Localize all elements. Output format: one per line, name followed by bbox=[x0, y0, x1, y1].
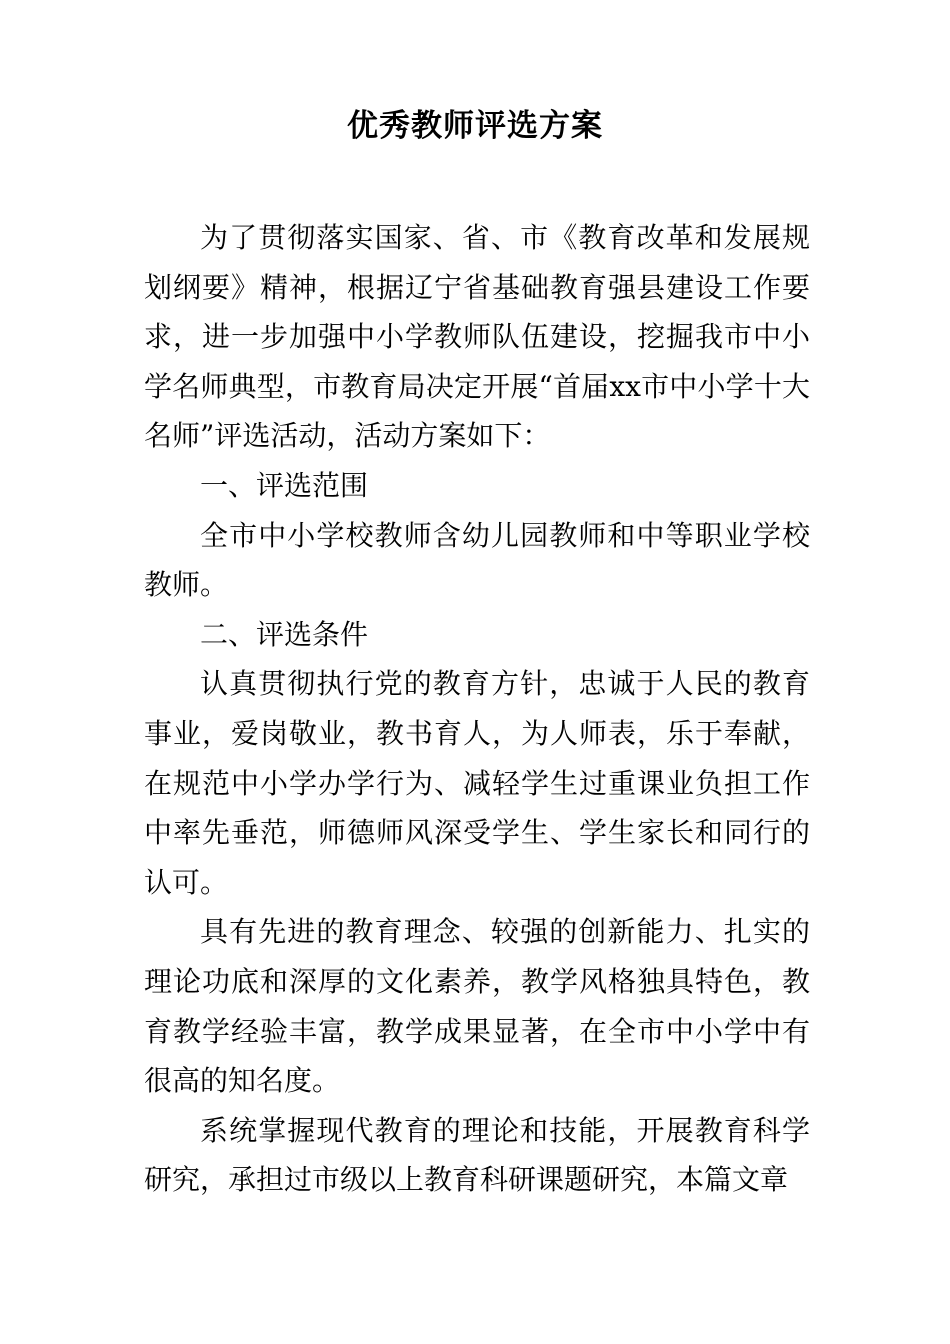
document-title: 优秀教师评选方案 bbox=[347, 108, 603, 144]
document-body bbox=[144, 213, 810, 1205]
condition-paragraph-3: 系统掌握现代教育的理论和技能，开展教育科学研究，承担过市级以上教育科研课题研究，本篇文章 bbox=[144, 1113, 810, 1197]
section-heading-scope: 一、评选范围 bbox=[200, 468, 369, 502]
intro-paragraph: 为了贯彻落实国家、省、市《教育改革和发展规划纲要》精神，根据辽宁省基础教育强县建设工作要求，进一步加强中小学教师队伍建设，挖掘我市中小学名师典型，市教育局决定开展“首届xx市中小学十大名师”评选活动，活动方案如下： bbox=[144, 221, 810, 453]
scope-paragraph: 全市中小学校教师含幼儿园教师和中等职业学校教师。 bbox=[144, 518, 810, 602]
condition-paragraph-2: 具有先进的教育理念、较强的创新能力、扎实的理论功底和深厚的文化素养，教学风格独具特色，教育教学经验丰富，教学成果显著，在全市中小学中有很高的知名度。 bbox=[144, 915, 810, 1098]
section-heading-conditions: 二、评选条件 bbox=[200, 617, 369, 651]
condition-paragraph-1: 认真贯彻执行党的教育方针，忠诚于人民的教育事业，爱岗敬业，教书育人，为人师表，乐于奉献，在规范中小学办学行为、减轻学生过重课业负担工作中率先垂范，师德师风深受学生、学生家长和同行的认可。 bbox=[144, 667, 810, 899]
